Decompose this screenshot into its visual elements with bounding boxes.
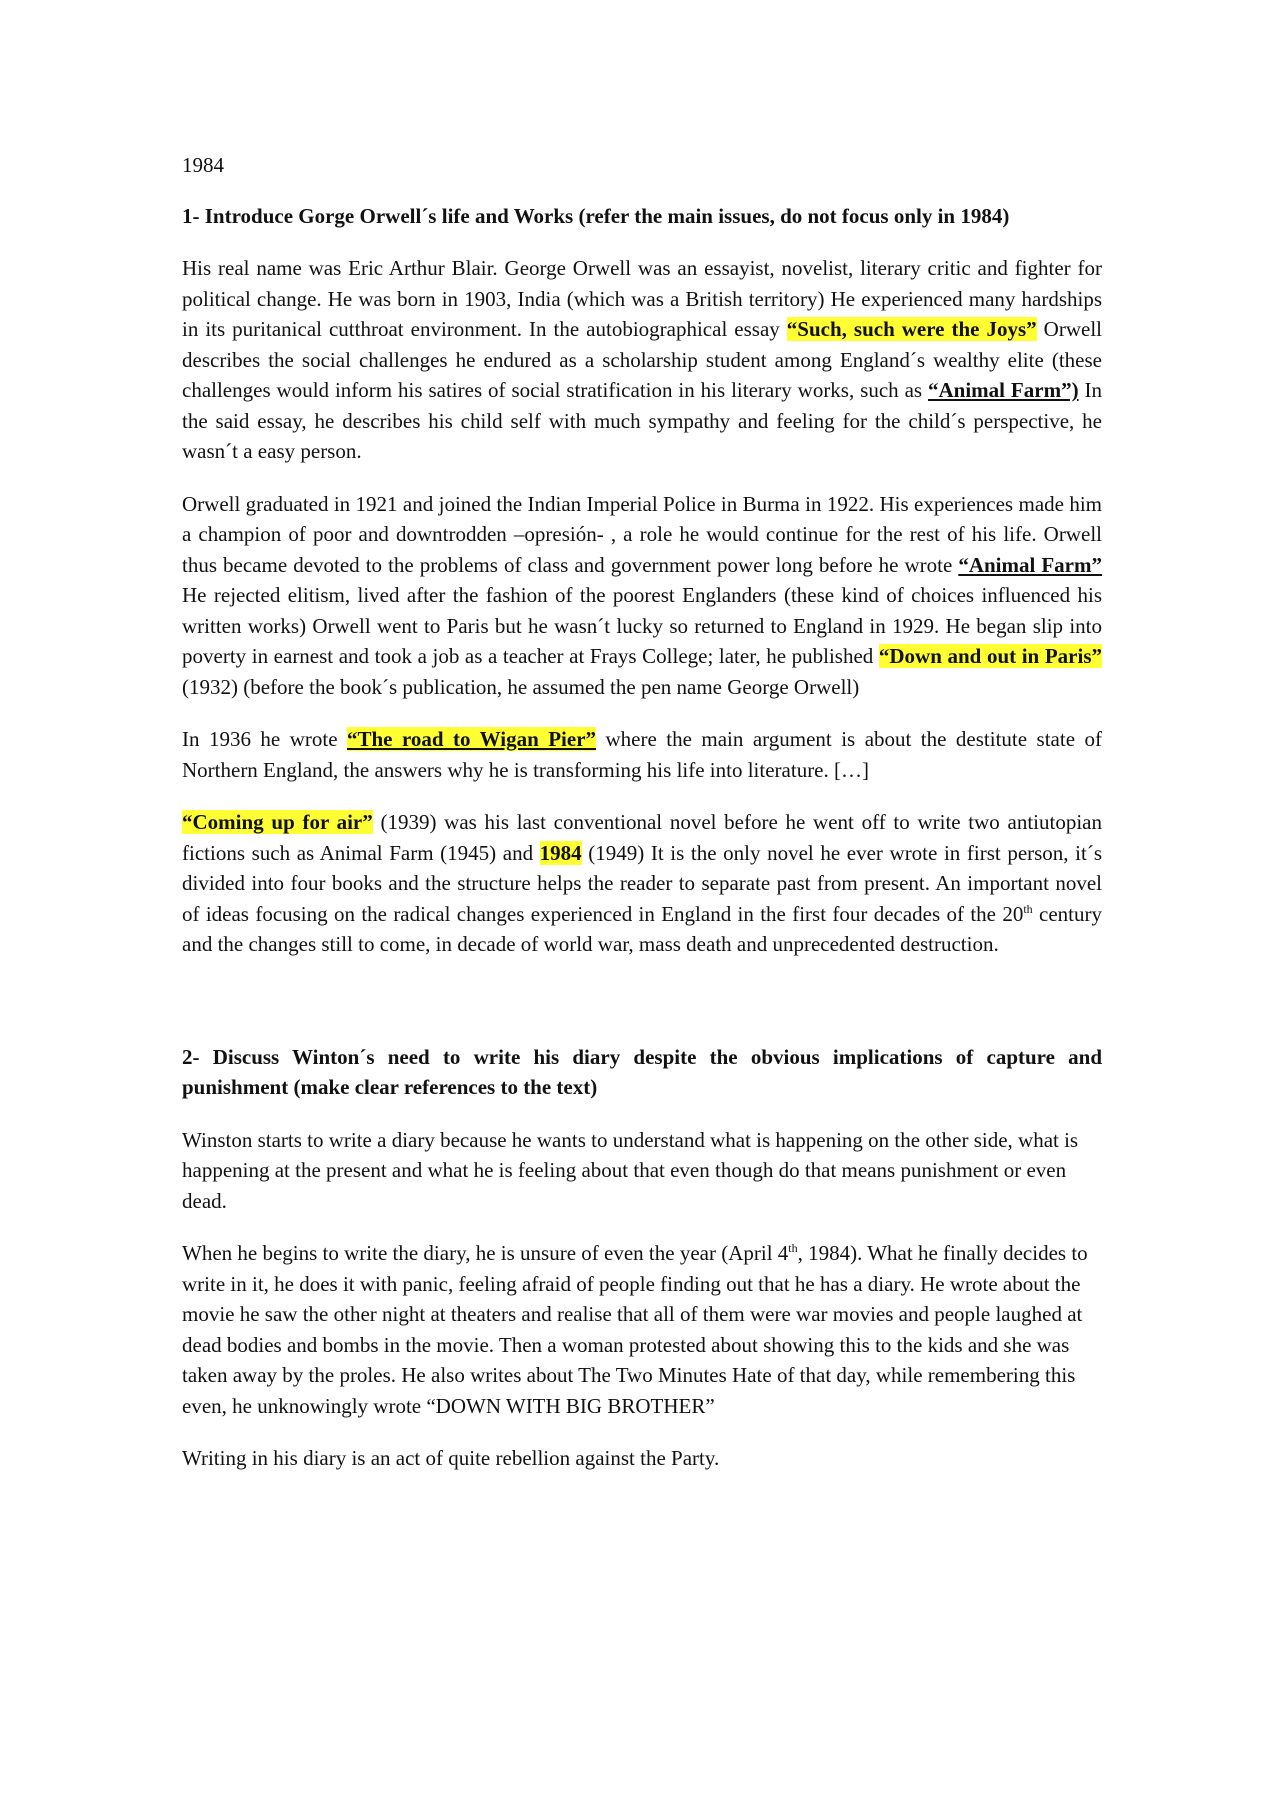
document-heading: 1984 bbox=[182, 153, 224, 177]
text-run: Orwell graduated in 1921 and joined the Indian Imperial Police in Burma in 1922. His experiences made him a champion of poor and downtrodden –opresión- , a role he would continue for the rest of his life. Orwell thus became devoted to the problems of class and government power long before he wrote bbox=[182, 491, 1102, 577]
text-run: century and the changes still to come, in decade of world war, mass death and unprecedented destruction. bbox=[182, 901, 1102, 956]
text-run: In the said essay, he describes his child self with much sympathy and feeling for the child´s perspective, he wasn´t a easy person. bbox=[182, 378, 1102, 463]
text-run: (1949) It is the only novel he ever wrote in first person, it´s divided into four books and the structure helps the reader to separate past from present. An important novel of ideas focusing on the radical changes experienced in England in the first four decades of the 20 bbox=[182, 840, 1102, 926]
question-2: 2- Discuss Winton´s need to write his diary despite the obvious implications of capture and punishment (make clear references to the text) bbox=[182, 1044, 1102, 1099]
section-gap bbox=[182, 982, 1102, 1042]
text-run: His real name was Eric Arthur Blair. George Orwell was an essayist, novelist, literary critic and fighter for political change. He was born in 1903, India (which was a British territory) He experienced many hardships in its puritanical cutthroat environment. In the autobiographical essay bbox=[182, 256, 1102, 341]
underline-animal-farm-2: “Animal Farm” bbox=[958, 552, 1102, 577]
highlight-such-were-the-joys: “Such, such were the Joys” bbox=[786, 317, 1037, 341]
highlight-road-to-wigan-pier: “The road to Wigan Pier” bbox=[346, 727, 597, 751]
text-run: (1932) (before the book´s publication, he assumed the pen name George Orwell) bbox=[182, 674, 860, 699]
underline-animal-farm: “Animal Farm”) bbox=[928, 378, 1079, 402]
paragraph-life-intro bbox=[182, 253, 1102, 467]
highlight-coming-up-for-air: “Coming up for air” bbox=[182, 810, 373, 834]
paragraph-burma-paris bbox=[182, 489, 1102, 703]
paragraph-wigan-pier bbox=[182, 724, 1102, 785]
text-run: When he begins to write the diary, he is unsure of even the year (April 4 bbox=[182, 1241, 789, 1265]
highlight-1984: 1984 bbox=[539, 840, 582, 865]
paragraph-diary-contents bbox=[182, 1238, 1102, 1421]
text-run: Orwell describes the social challenges he endured as a scholarship student among England´s wealthy elite (these challenges would inform his satires of social stratification in his literary works, such as bbox=[182, 317, 1102, 402]
paragraph-coming-up-for-air bbox=[182, 807, 1102, 960]
paragraph-why-diary: Winston starts to write a diary because he wants to understand what is happening on the other side, what is happening at the present and what he is feeling about that even though do that means punishment or even dead. bbox=[182, 1127, 1079, 1213]
highlight-down-and-out: “Down and out in Paris” bbox=[878, 644, 1102, 668]
text-run: where the main argument is about the destitute state of Northern England, the answers why he is transforming his life into literature. […] bbox=[182, 727, 1102, 782]
superscript-th-2: th bbox=[788, 1241, 798, 1255]
text-run: , 1984). What he finally decides to write in it, he does it with panic, feeling afraid of people finding out that he has a diary. He wrote about the movie he saw the other night at theaters and realise that all of them were war movies and people laughed at dead bodies and bombs in the movie. Then a woman protested about showing this to the kids and she was taken away by the proles. He also writes about The Two Minutes Hate of that day, while remembering this even, he unknowingly wrote “DOWN WITH BIG BROTHER” bbox=[182, 1241, 1088, 1418]
text-run: (1939) was his last conventional novel before he went off to write two antiutopian fictions such as Animal Farm (1945) and bbox=[182, 810, 1102, 865]
paragraph-rebellion: Writing in his diary is an act of quite rebellion against the Party. bbox=[182, 1446, 720, 1470]
superscript-th: th bbox=[1023, 901, 1033, 916]
text-run: In 1936 he wrote bbox=[182, 727, 347, 751]
text-run: He rejected elitism, lived after the fashion of the poorest Englanders (these kind of choices influenced his written works) Orwell went to Paris but he wasn´t lucky so returned to England in 1929. He began slip into poverty in earnest and took a job as a teacher at Frays College; later, he published bbox=[182, 583, 1102, 668]
question-1: 1- Introduce Gorge Orwell´s life and Works (refer the main issues, do not focus only in 1984) bbox=[182, 203, 1010, 228]
